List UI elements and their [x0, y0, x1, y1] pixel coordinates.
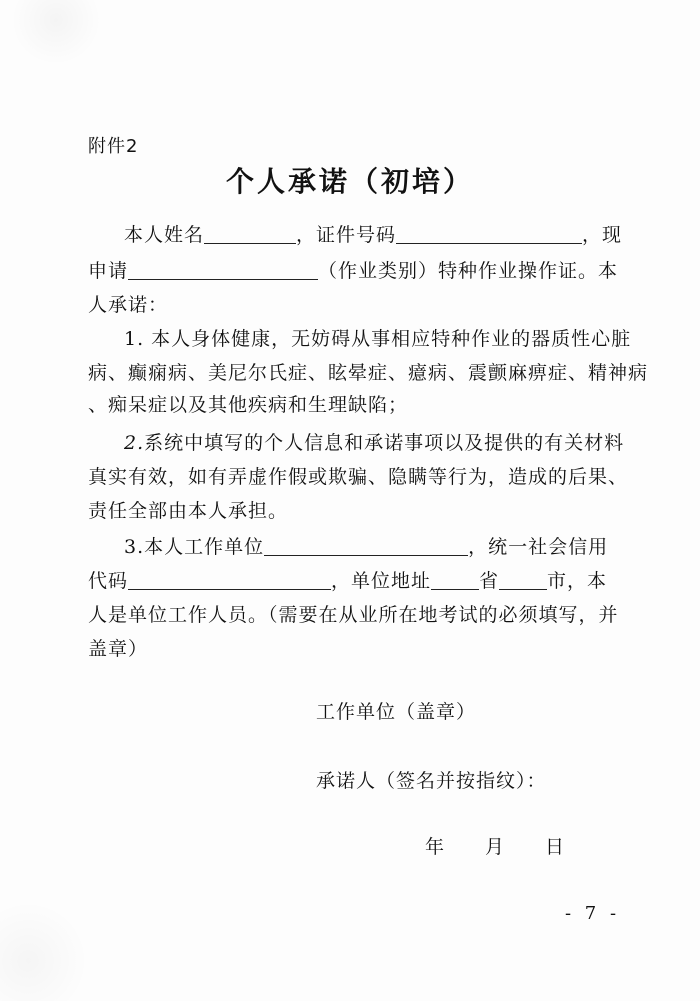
- apply-suffix: （作业类别）特种作业操作证。本: [318, 260, 619, 282]
- work-unit-seal-label: 工作单位（盖章）: [316, 701, 477, 723]
- item3-line1: [124, 532, 608, 559]
- item1-line1: 1. 本人身体健康，无妨碍从事相应特种作业的器质性心脏: [124, 328, 632, 350]
- attachment-label: 附件2: [88, 136, 139, 157]
- code-label: 代码: [88, 570, 129, 592]
- promisor-signature-label: 承诺人（签名并按指纹）：: [316, 770, 547, 792]
- item2-line1: [124, 428, 624, 455]
- apply-line: [88, 256, 618, 283]
- date-month: 月: [485, 836, 505, 858]
- date-day: 日: [545, 836, 565, 858]
- work-unit-blank-field[interactable]: [264, 535, 468, 556]
- item3-line2: [88, 566, 607, 593]
- item3-line3: 人是单位工作人员。（需要在从业所在地考试的必须填写，并: [88, 604, 619, 626]
- item2-line1-text: 系统中填写的个人信息和承诺事项以及提供的有关材料: [144, 432, 625, 454]
- apply-label: 申请: [88, 260, 129, 282]
- page-title: 个人承诺（初培）: [225, 165, 474, 198]
- promise-intro: 人承诺：: [88, 294, 169, 316]
- city-label: 市，本: [547, 570, 608, 592]
- work-category-blank-field[interactable]: [128, 259, 318, 280]
- id-number-blank-field[interactable]: [396, 223, 582, 244]
- credit-code-blank-field[interactable]: [128, 569, 331, 590]
- item1-line3: 、痴呆症以及其他疾病和生理缺陷；: [88, 394, 409, 416]
- page-number: - 7 -: [565, 903, 621, 924]
- city-blank-field[interactable]: [499, 569, 547, 590]
- now-text: ，现: [582, 224, 623, 246]
- name-id-line: [124, 220, 622, 247]
- credit-code-label: ，统一社会信用: [468, 536, 609, 558]
- name-blank-field[interactable]: [204, 223, 296, 244]
- province-label: 省: [479, 570, 500, 592]
- name-label: 本人姓名: [124, 224, 205, 246]
- date-year: 年: [425, 836, 445, 858]
- address-label: ，单位地址: [331, 570, 432, 592]
- province-blank-field[interactable]: [431, 569, 479, 590]
- item3-line4: 盖章）: [88, 638, 149, 660]
- work-unit-label: 3.本人工作单位: [124, 536, 265, 558]
- item1-line2: 病、癫痫病、美尼尔氏症、眩晕症、癔病、震颤麻痹症、精神病: [88, 362, 649, 384]
- item2-number: 2.: [124, 432, 145, 454]
- id-label: ，证件号码: [296, 224, 397, 246]
- item2-line2: 真实有效，如有弄虚作假或欺骗、隐瞒等行为，造成的后果、: [88, 466, 629, 488]
- item2-line3: 责任全部由本人承担。: [88, 500, 289, 522]
